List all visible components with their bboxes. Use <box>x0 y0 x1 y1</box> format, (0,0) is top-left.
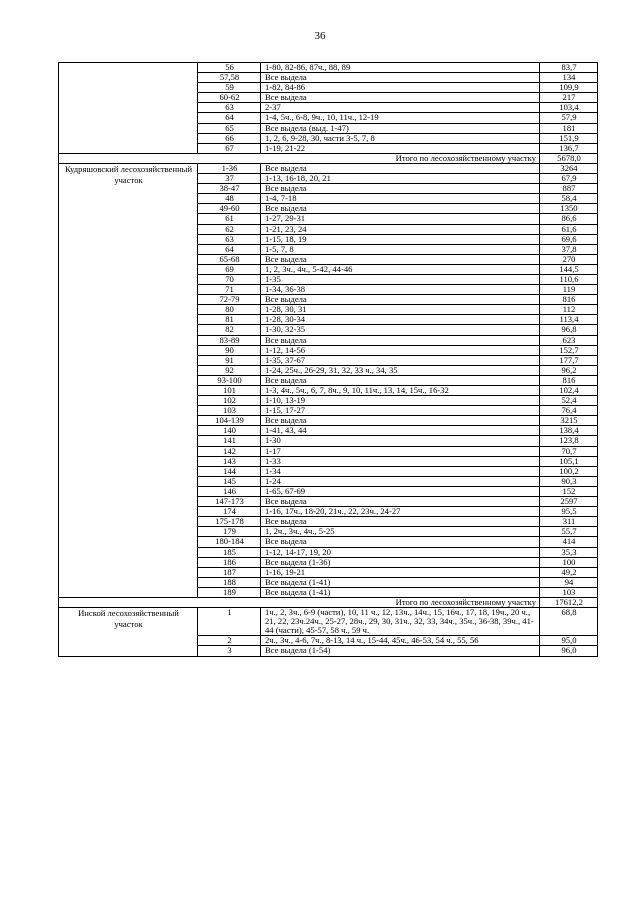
area-cell: 68,8 <box>540 608 598 636</box>
area-cell: 623 <box>540 335 598 345</box>
vydel-cell: 1-3, 4ч., 5ч., 6, 7, 8ч., 9, 10, 11ч., 13, 14, 15ч., 16-32 <box>261 386 540 396</box>
area-cell: 270 <box>540 254 598 264</box>
vydel-cell: 1-80, 82-86, 87ч., 88, 89 <box>261 63 540 73</box>
kvartal-cell: 49-60 <box>198 204 261 214</box>
kvartal-cell: 187 <box>198 567 261 577</box>
vydel-cell: Все выдела (1-41) <box>261 577 540 587</box>
area-cell: 35,3 <box>540 547 598 557</box>
vydel-cell: Все выдела <box>261 416 540 426</box>
vydel-cell: 1, 2, 3ч., 4ч., 5-42, 44-46 <box>261 264 540 274</box>
area-cell: 94 <box>540 577 598 587</box>
vydel-cell: 1-10, 13-19 <box>261 396 540 406</box>
kvartal-cell: 92 <box>198 365 261 375</box>
area-cell: 110,6 <box>540 274 598 284</box>
area-cell: 181 <box>540 123 598 133</box>
area-cell: 96,0 <box>540 646 598 656</box>
kvartal-cell: 90 <box>198 345 261 355</box>
vydel-cell: 1-33 <box>261 456 540 466</box>
vydel-cell: 1-27, 29-31 <box>261 214 540 224</box>
kvartal-cell: 143 <box>198 456 261 466</box>
area-cell: 3264 <box>540 163 598 173</box>
area-cell: 3215 <box>540 416 598 426</box>
total-value: 5678,0 <box>540 153 598 163</box>
total-label: Итого по лесохозяйственному участку <box>59 597 540 607</box>
area-cell: 96,2 <box>540 365 598 375</box>
kvartal-cell: 1-36 <box>198 163 261 173</box>
kvartal-cell: 147-173 <box>198 497 261 507</box>
section-name-cell: Инской лесохозяйственный участок <box>59 608 198 656</box>
vydel-cell: Все выдела <box>261 295 540 305</box>
area-cell: 102,4 <box>540 386 598 396</box>
vydel-cell: 1-15, 18, 19 <box>261 234 540 244</box>
vydel-cell: 1-65, 67-69 <box>261 486 540 496</box>
area-cell: 57,9 <box>540 113 598 123</box>
vydel-cell: 1-15, 17-27 <box>261 406 540 416</box>
area-cell: 69,6 <box>540 234 598 244</box>
area-cell: 177,7 <box>540 355 598 365</box>
area-cell: 103,4 <box>540 103 598 113</box>
section-name-cell: Кудряшовский лесохозяйственный участок <box>59 163 198 597</box>
vydel-cell: 1-4, 7-18 <box>261 194 540 204</box>
vydel-cell: Все выдела <box>261 184 540 194</box>
kvartal-cell: 59 <box>198 83 261 93</box>
area-cell: 134 <box>540 73 598 83</box>
kvartal-cell: 185 <box>198 547 261 557</box>
vydel-cell: 1ч., 2, 3ч., 6-9 (части), 10, 11 ч., 12, 13ч., 14ч., 15, 16ч., 17, 18, 19ч., 20 ч., 21, 22, 23ч.24ч., 25-27, 28ч., 29, 30, 31ч., 32, 33, 34ч., 35ч., 36-38, 39ч., 41-44 (части), 45-57, 58 ч., 59 ч. <box>261 608 540 636</box>
vydel-cell: 2ч., 3ч., 4-6, 7ч., 8-13, 14 ч., 15-44, 45ч., 46-53, 54 ч., 55, 56 <box>261 636 540 646</box>
kvartal-cell: 63 <box>198 234 261 244</box>
vydel-cell: Все выдела <box>261 254 540 264</box>
vydel-cell: 1-21, 23, 24 <box>261 224 540 234</box>
area-cell: 112 <box>540 305 598 315</box>
vydel-cell: Все выдела <box>261 163 540 173</box>
kvartal-cell: 93-100 <box>198 375 261 385</box>
kvartal-cell: 101 <box>198 386 261 396</box>
kvartal-cell: 69 <box>198 264 261 274</box>
kvartal-cell: 38-47 <box>198 184 261 194</box>
area-cell: 61,6 <box>540 224 598 234</box>
vydel-cell: 1-12, 14-17, 19, 20 <box>261 547 540 557</box>
vydel-cell: 1-28, 30, 31 <box>261 305 540 315</box>
kvartal-cell: 102 <box>198 396 261 406</box>
area-cell: 151,9 <box>540 133 598 143</box>
kvartal-cell: 56 <box>198 63 261 73</box>
area-cell: 96,8 <box>540 325 598 335</box>
vydel-cell: 1-17 <box>261 446 540 456</box>
vydel-cell: Все выдела (1-41) <box>261 587 540 597</box>
kvartal-cell: 91 <box>198 355 261 365</box>
kvartal-cell: 180-184 <box>198 537 261 547</box>
kvartal-cell: 189 <box>198 587 261 597</box>
vydel-cell: 1-5, 7, 8 <box>261 244 540 254</box>
vydel-cell: 1-16, 17ч., 18-20, 21ч., 22, 23ч., 24-27 <box>261 507 540 517</box>
area-cell: 152,7 <box>540 345 598 355</box>
kvartal-cell: 72-79 <box>198 295 261 305</box>
area-cell: 217 <box>540 93 598 103</box>
vydel-cell: Все выдела <box>261 497 540 507</box>
total-row <box>59 597 598 607</box>
area-cell: 90,3 <box>540 476 598 486</box>
kvartal-cell: 57,58 <box>198 73 261 83</box>
vydel-cell: 1-16, 19-21 <box>261 567 540 577</box>
kvartal-cell: 48 <box>198 194 261 204</box>
area-cell: 100,2 <box>540 466 598 476</box>
total-label: Итого по лесохозяйственному участку <box>59 153 540 163</box>
vydel-cell: Все выдела <box>261 375 540 385</box>
kvartal-cell: 2 <box>198 636 261 646</box>
kvartal-cell: 64 <box>198 113 261 123</box>
vydel-cell: 1-24 <box>261 476 540 486</box>
kvartal-cell: 179 <box>198 527 261 537</box>
area-cell: 152 <box>540 486 598 496</box>
kvartal-cell: 186 <box>198 557 261 567</box>
total-value: 17612,2 <box>540 597 598 607</box>
kvartal-cell: 141 <box>198 436 261 446</box>
vydel-cell: 1-13, 16-18, 20, 21 <box>261 174 540 184</box>
kvartal-cell: 60-62 <box>198 93 261 103</box>
area-cell: 52,4 <box>540 396 598 406</box>
area-cell: 144,5 <box>540 264 598 274</box>
kvartal-cell: 66 <box>198 133 261 143</box>
section-name-cell <box>59 63 198 154</box>
forest-allocation-table <box>58 62 598 657</box>
area-cell: 103 <box>540 587 598 597</box>
area-cell: 100 <box>540 557 598 567</box>
total-row <box>59 153 598 163</box>
area-cell: 123,8 <box>540 436 598 446</box>
vydel-cell: 1-4, 5ч., 6-8, 9ч., 10, 11ч., 12-19 <box>261 113 540 123</box>
vydel-cell: 1-28, 30-34 <box>261 315 540 325</box>
kvartal-cell: 82 <box>198 325 261 335</box>
vydel-cell: 2-37 <box>261 103 540 113</box>
kvartal-cell: 1 <box>198 608 261 636</box>
area-cell: 55,7 <box>540 527 598 537</box>
vydel-cell: Все выдела <box>261 93 540 103</box>
vydel-cell: 1-34 <box>261 466 540 476</box>
area-cell: 816 <box>540 295 598 305</box>
vydel-cell: 1-35 <box>261 274 540 284</box>
kvartal-cell: 145 <box>198 476 261 486</box>
kvartal-cell: 64 <box>198 244 261 254</box>
kvartal-cell: 104-139 <box>198 416 261 426</box>
area-cell: 138,4 <box>540 426 598 436</box>
kvartal-cell: 63 <box>198 103 261 113</box>
area-cell: 109,9 <box>540 83 598 93</box>
kvartal-cell: 142 <box>198 446 261 456</box>
kvartal-cell: 146 <box>198 486 261 496</box>
area-cell: 70,7 <box>540 446 598 456</box>
kvartal-cell: 67 <box>198 143 261 153</box>
area-cell: 95,5 <box>540 507 598 517</box>
table-row <box>59 608 598 636</box>
kvartal-cell: 140 <box>198 426 261 436</box>
area-cell: 49,2 <box>540 567 598 577</box>
vydel-cell: Все выдела (выд. 1-47) <box>261 123 540 133</box>
kvartal-cell: 37 <box>198 174 261 184</box>
vydel-cell: 1-82, 84-86 <box>261 83 540 93</box>
vydel-cell: 1-41, 43, 44 <box>261 426 540 436</box>
kvartal-cell: 83-89 <box>198 335 261 345</box>
kvartal-cell: 62 <box>198 224 261 234</box>
area-cell: 113,4 <box>540 315 598 325</box>
area-cell: 414 <box>540 537 598 547</box>
vydel-cell: Все выдела (1-36) <box>261 557 540 567</box>
area-cell: 1350 <box>540 204 598 214</box>
kvartal-cell: 80 <box>198 305 261 315</box>
kvartal-cell: 103 <box>198 406 261 416</box>
vydel-cell: 1, 2, 6, 9-28, 30, части 3-5, 7, 8 <box>261 133 540 143</box>
vydel-cell: 1-30, 32-35 <box>261 325 540 335</box>
area-cell: 76,4 <box>540 406 598 416</box>
area-cell: 816 <box>540 375 598 385</box>
area-cell: 136,7 <box>540 143 598 153</box>
kvartal-cell: 70 <box>198 274 261 284</box>
area-cell: 2597 <box>540 497 598 507</box>
vydel-cell: 1-19, 21-22 <box>261 143 540 153</box>
area-cell: 119 <box>540 285 598 295</box>
vydel-cell: Все выдела <box>261 537 540 547</box>
kvartal-cell: 144 <box>198 466 261 476</box>
kvartal-cell: 61 <box>198 214 261 224</box>
kvartal-cell: 81 <box>198 315 261 325</box>
vydel-cell: 1-34, 36-38 <box>261 285 540 295</box>
area-cell: 58,4 <box>540 194 598 204</box>
kvartal-cell: 71 <box>198 285 261 295</box>
kvartal-cell: 3 <box>198 646 261 656</box>
kvartal-cell: 174 <box>198 507 261 517</box>
area-cell: 37,8 <box>540 244 598 254</box>
vydel-cell: Все выдела (1-54) <box>261 646 540 656</box>
kvartal-cell: 65 <box>198 123 261 133</box>
vydel-cell: Все выдела <box>261 204 540 214</box>
vydel-cell: 1-30 <box>261 436 540 446</box>
area-cell: 105,1 <box>540 456 598 466</box>
vydel-cell: 1, 2ч., 3ч., 4ч., 5-25 <box>261 527 540 537</box>
area-cell: 86,6 <box>540 214 598 224</box>
kvartal-cell: 188 <box>198 577 261 587</box>
page-number: 36 <box>314 30 326 42</box>
table-row <box>59 163 598 173</box>
area-cell: 311 <box>540 517 598 527</box>
kvartal-cell: 65-68 <box>198 254 261 264</box>
kvartal-cell: 175-178 <box>198 517 261 527</box>
area-cell: 67,9 <box>540 174 598 184</box>
area-cell: 887 <box>540 184 598 194</box>
vydel-cell: Все выдела <box>261 517 540 527</box>
vydel-cell: Все выдела <box>261 335 540 345</box>
area-cell: 95,0 <box>540 636 598 646</box>
area-cell: 83,7 <box>540 63 598 73</box>
vydel-cell: 1-35, 37-67 <box>261 355 540 365</box>
table-row <box>59 63 598 73</box>
vydel-cell: Все выдела <box>261 73 540 83</box>
vydel-cell: 1-12, 14-56 <box>261 345 540 355</box>
vydel-cell: 1-24, 25ч., 26-29, 31, 32, 33 ч., 34, 35 <box>261 365 540 375</box>
